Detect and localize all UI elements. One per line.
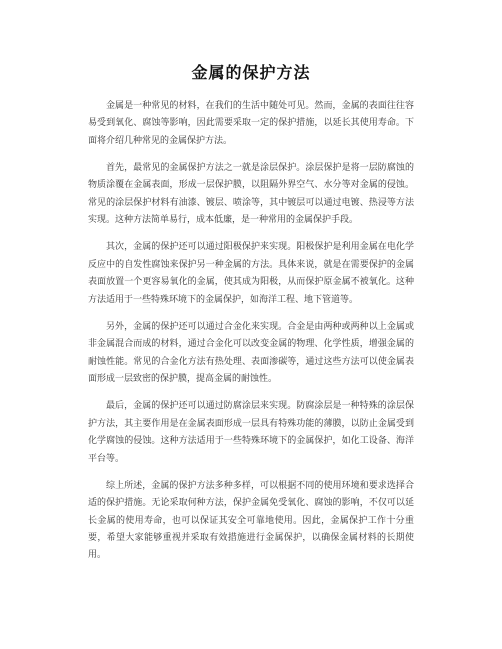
paragraph-alloy: 另外，金属的保护还可以通过合金化来实现。合金是由两种或两种以上金属或非金属混合而成的材料，通过合金化可以改变金属的物理、化学性质，增强金属的耐蚀性能。常见的合金化方法有热处理、表面渗碳等，通过这些方法可以使金属表面形成一层致密的保护膜，提高金属的耐蚀性。 xyxy=(88,321,414,385)
paragraph-conclusion: 综上所述，金属的保护方法多种多样，可以根据不同的使用环境和要求选择合适的保护措施。无论采取何种方法，保护金属免受氧化、腐蚀的影响，不仅可以延长金属的使用寿命，也可以保证其安全可靠地使用。因此，金属保护工作十分重要，希望大家能够重视并采取有效措施进行金属保护，以确保金属材料的长期使用。 xyxy=(88,480,414,561)
paragraph-anticorrosion: 最后，金属的保护还可以通过防腐涂层来实现。防腐涂层是一种特殊的涂层保护方法，其主要作用是在金属表面形成一层具有特殊功能的薄膜，以防止金属受到化学腐蚀的侵蚀。这种方法适用于一些特殊环境下的金属保护，如化工设备、海洋平台等。 xyxy=(88,401,414,464)
document-title: 金属的保护方法 xyxy=(191,63,311,82)
paragraph-intro: 金属是一种常见的材料，在我们的生活中随处可见。然而，金属的表面往往容易受到氧化、腐蚀等影响，因此需要采取一定的保护措施，以延长其使用寿命。下面将介绍几种常见的金属保护方法。 xyxy=(88,101,414,146)
paragraph-anode: 其次，金属的保护还可以通过阳极保护来实现。阳极保护是利用金属在电化学反应中的自发性腐蚀来保护另一种金属的方法。具体来说，就是在需要保护的金属表面放置一个更容易氧化的金属，使其成为阳极，从而保护原金属不被氧化。这种方法适用于一些特殊环境下的金属保护，如海洋工程、地下管道等。 xyxy=(88,242,414,305)
document-body xyxy=(88,98,414,575)
paragraph-coating: 首先，最常见的金属保护方法之一就是涂层保护。涂层保护是将一层防腐蚀的物质涂覆在金属表面，形成一层保护膜，以阻隔外界空气、水分等对金属的侵蚀。常见的涂层保护材料有油漆、镀层、喷涂等，其中镀层可以通过电镀、热浸等方法实现。这种方法简单易行，成本低廉，是一种常用的金属保护手段。 xyxy=(88,163,414,226)
